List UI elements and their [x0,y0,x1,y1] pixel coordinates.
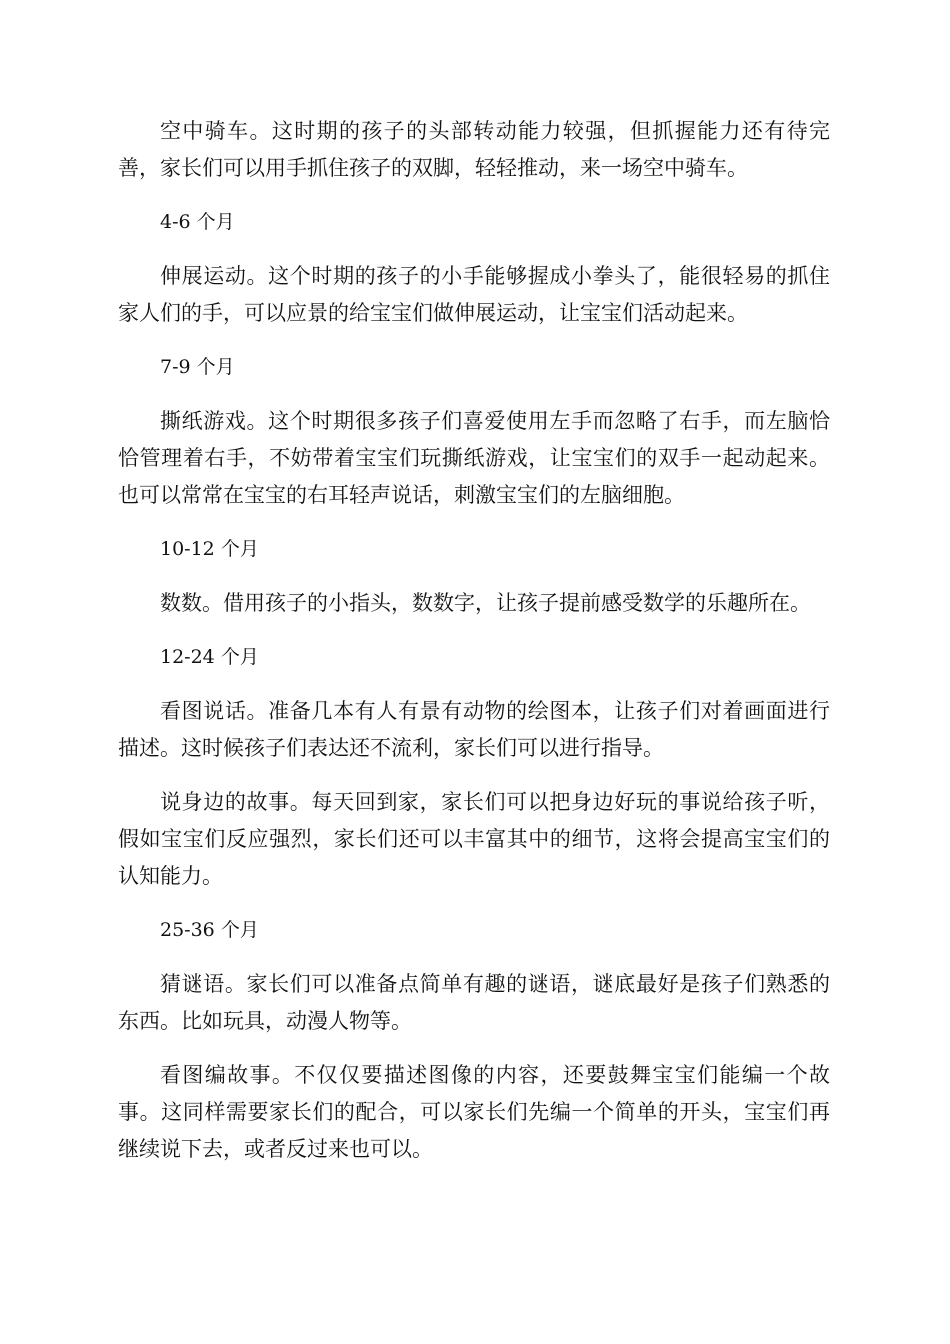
paragraph-counting: 数数。借用孩子的小指头，数数字，让孩子提前感受数学的乐趣所在。 [160,591,811,615]
document-body [118,113,830,1185]
age-heading-4-6-months: 4-6 个月 [160,211,235,233]
age-heading-7-9-months: 7-9 个月 [160,356,235,378]
paragraph-stretching: 伸展运动。这个时期的孩子的小手能够握成小拳头了，能很轻易的抓住家人们的手，可以应景的给宝宝们做伸展运动，让宝宝们活动起来。 [118,264,830,325]
paragraph-picture-talk: 看图说话。准备几本有人有景有动物的绘图本，让孩子们对着画面进行描述。这时候孩子们表达还不流利，家长们可以进行指导。 [118,699,830,760]
paragraph-daily-stories: 说身边的故事。每天回到家，家长们可以把身边好玩的事说给孩子听，假如宝宝们反应强烈，家长们还可以丰富其中的细节，这将会提高宝宝们的认知能力。 [118,790,830,888]
paragraph-air-cycling: 空中骑车。这时期的孩子的头部转动能力较强，但抓握能力还有待完善，家长们可以用手抓住孩子的双脚，轻轻推动，来一场空中骑车。 [118,119,830,180]
paragraph-paper-tearing: 撕纸游戏。这个时期很多孩子们喜爱使用左手而忽略了右手，而左脑恰恰管理着右手，不妨带着宝宝们玩撕纸游戏，让宝宝们的双手一起动起来。也可以常常在宝宝的右耳轻声说话，刺激宝宝们的左脑细胞。 [118,409,830,507]
paragraph-riddles: 猜谜语。家长们可以准备点简单有趣的谜语，谜底最好是孩子们熟悉的东西。比如玩具，动漫人物等。 [118,972,830,1033]
age-heading-10-12-months: 10-12 个月 [160,538,259,560]
age-heading-12-24-months: 12-24 个月 [160,646,259,668]
age-heading-25-36-months: 25-36 个月 [160,919,259,941]
paragraph-picture-story: 看图编故事。不仅仅要描述图像的内容，还要鼓舞宝宝们能编一个故事。这同样需要家长们的配合，可以家长们先编一个简单的开头，宝宝们再继续说下去，或者反过来也可以。 [118,1063,830,1161]
